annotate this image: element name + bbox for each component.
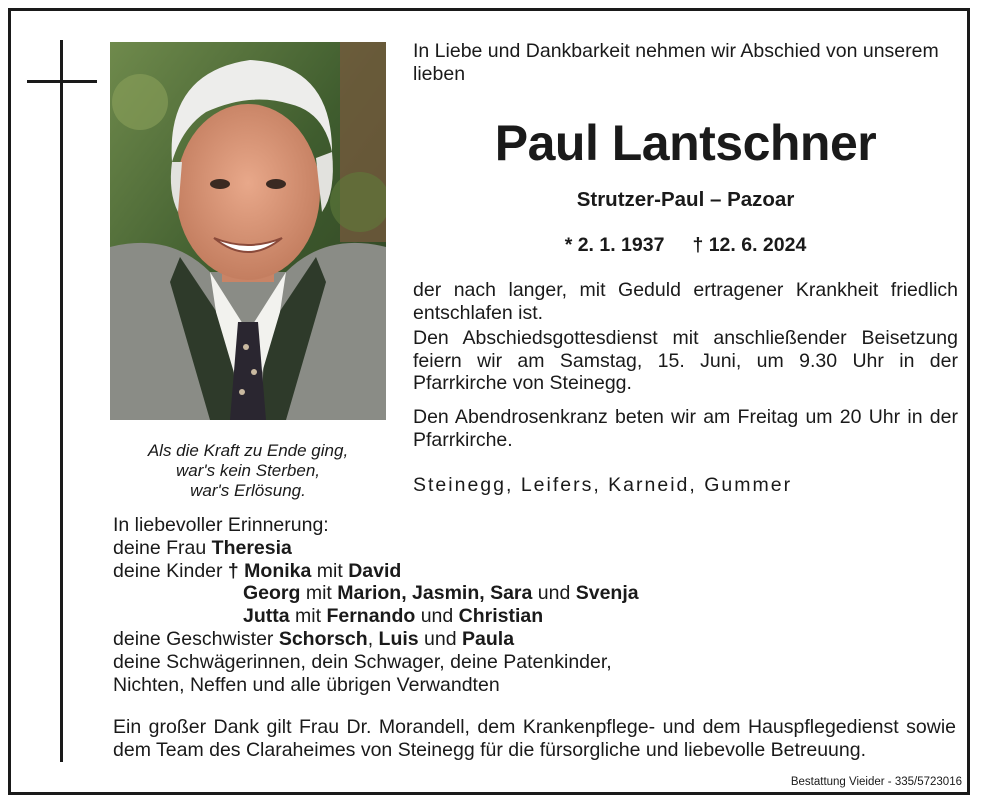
family-child-jutta: Jutta mit Fernando und Christian bbox=[243, 605, 544, 628]
family-inlaws: deine Schwägerinnen, dein Schwager, deine Patenkinder, bbox=[113, 650, 612, 673]
portrait-photo bbox=[110, 42, 386, 420]
family-list bbox=[113, 514, 813, 696]
family-relatives: Nichten, Neffen und alle übrigen Verwandten bbox=[113, 673, 500, 696]
family-heading: In liebevoller Erinnerung: bbox=[113, 514, 329, 536]
death-date: † 12. 6. 2024 bbox=[692, 234, 807, 256]
family-wife: deine Frau Theresia bbox=[113, 536, 292, 559]
quote-line: Als die Kraft zu Ende ging, bbox=[147, 441, 349, 460]
paragraph-funeral: Den Abschiedsgottesdienst mit anschließender Beisetzung feiern wir am Samstag, 15. Juni, um 9.30 Uhr in der Pfarrkirche von Steinegg. bbox=[413, 327, 958, 394]
quote-line: war's kein Sterben, bbox=[175, 461, 321, 480]
quote-line: war's Erlösung. bbox=[190, 481, 306, 500]
nickname: Strutzer-Paul – Pazoar bbox=[576, 188, 795, 211]
thanks-text: Ein großer Dank gilt Frau Dr. Morandell, dem Krankenpflege- und dem Hauspflegedienst sowie dem Team des Claraheimes von Steinegg für die fürsorgliche und liebevolle Betreuung. bbox=[113, 716, 956, 761]
family-children: deine Kinder † Monika mit David bbox=[113, 559, 402, 582]
deceased-name: Paul Lantschner bbox=[494, 115, 877, 171]
paragraph-passing: der nach langer, mit Geduld ertragener Krankheit friedlich entschlafen ist. bbox=[413, 279, 958, 324]
paragraph-rosary: Den Abendrosenkranz beten wir am Freitag um 20 Uhr in der Pfarrkirche. bbox=[413, 406, 958, 451]
intro-text: In Liebe und Dankbarkeit nehmen wir Abschied von unserem lieben bbox=[413, 40, 939, 85]
family-siblings: deine Geschwister Schorsch, Luis und Paula bbox=[113, 627, 515, 650]
undertaker-credit: Bestattung Vieider - 335/5723016 bbox=[790, 776, 962, 788]
family-child-georg: Georg mit Marion, Jasmin, Sara und Svenja bbox=[243, 582, 639, 605]
life-dates bbox=[413, 234, 958, 257]
birth-date: * 2. 1. 1937 bbox=[564, 234, 665, 256]
cross-icon bbox=[60, 40, 63, 762]
cross-icon-bar bbox=[27, 80, 97, 83]
places: Steinegg, Leifers, Karneid, Gummer bbox=[413, 474, 793, 496]
memorial-quote bbox=[110, 441, 386, 501]
